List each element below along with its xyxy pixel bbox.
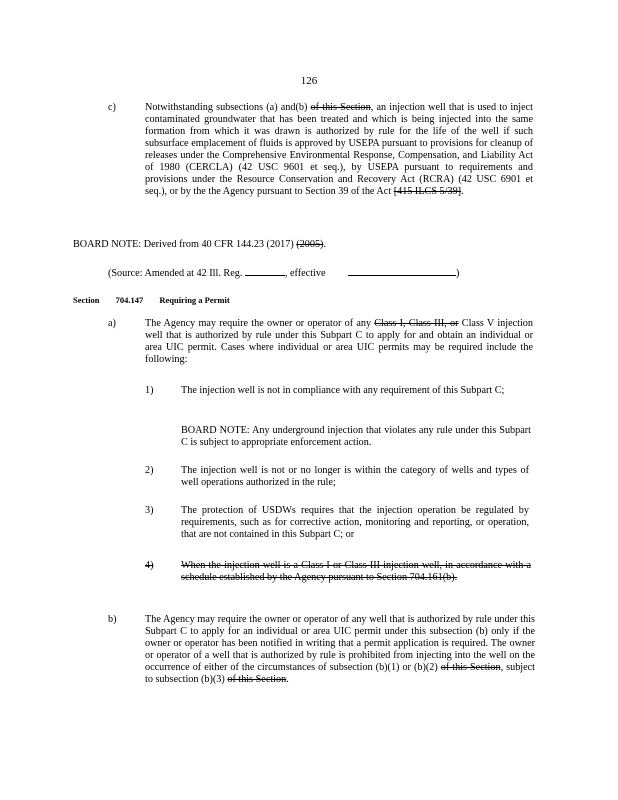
item-a-text-1: The Agency may require the owner or operator of any [145, 318, 375, 329]
source-blank-2 [348, 266, 456, 276]
sub-item-1-label: 1) [145, 385, 154, 396]
source-blank-1 [245, 266, 285, 276]
item-c-text-2: , an injection well that is used to inject contaminated groundwater that has been treated and which is being injected into the same formation from which it was drawn is authorized by rule for the life of the well if such subsurface emplacement of fluids is approved by USEPA pursuant to provisions for cleanup of releases under the Comprehensive Environmental Response, Compensation, and Liability Act of 1980 (CERCLA) (42 USC 9601 et seq.), by USEPA pursuant to requirements and provisions under the Resource Conservation and Recovery Act (RCRA) (42 USC 6901 et seq.), or by the the Agency pursuant to Section 39 of the Act [145, 102, 533, 197]
sub-item-3-text: The protection of USDWs requires that the injection operation be regulated by requirements, such as for corrective action, monitoring and reporting, or operation, that are not contained in this Subpart C; or [181, 505, 529, 540]
board-note [73, 239, 553, 251]
item-b-deleted-2: of this Section [227, 674, 287, 685]
sub-item-4-label: 4) [145, 560, 154, 571]
sub-item-3-label: 3) [145, 505, 154, 516]
section-heading [73, 294, 244, 306]
item-b-text-3: . [286, 674, 289, 685]
item-b-label: b) [108, 614, 117, 625]
source-prefix: (Source: Amended at 42 Ill. Reg. [108, 268, 243, 279]
page-number: 126 [300, 75, 318, 87]
item-b-text-2: , subject to subsection (b)(3) [145, 662, 536, 685]
item-b-deleted-1: of this Section [440, 662, 501, 673]
item-a-label: a) [108, 318, 116, 329]
item-a-deleted-1: Class I, Class III, or [374, 318, 459, 329]
item-a-text-2: Class V injection well that is authorized by rule under this Subpart C to apply for and obtain an individual or area UIC permit. Cases where individual or area UIC permits may be required include the following: [145, 318, 533, 365]
item-c-paragraph [145, 102, 533, 198]
section-title: Requiring a Permit [159, 295, 230, 305]
source-suffix: ) [456, 268, 460, 279]
item-b-text-1: The Agency may require the owner or operator of any well that is authorized by rule under this Subpart C to apply for an individual or area UIC permit under this subsection (b) only if the owner or operator has been notified in writing that a permit application is required. The owner or operator of a well that is authorized by rule is prohibited from injecting into the well on the occurrence of either of the circumstances of subsection (b)(1) or (b)(2) [145, 614, 535, 673]
source-line [108, 266, 528, 280]
section-number: 704.147 [115, 295, 144, 305]
item-a-paragraph [145, 318, 533, 366]
sub-item-2-text: The injection well is not or no longer is within the category of wells and types of well operations authorized in the rule; [181, 465, 529, 488]
item-c-label: c) [108, 102, 116, 113]
item-c-deleted-1: of this Section [310, 102, 371, 113]
sub-item-1-board-note: BOARD NOTE: Any underground injection that violates any rule under this Subpart C is subject to appropriate enforcement action. [181, 425, 531, 448]
item-c-text-1: Notwithstanding subsections (a) and(b) [145, 102, 311, 113]
sub-item-4-text: When the injection well is a Class I or Class III injection well, in accordance with a schedule established by the Agency pursuant to Section 704.161(b). [181, 560, 531, 583]
section-label: Section [73, 295, 100, 305]
sub-item-2-label: 2) [145, 465, 154, 476]
item-b-paragraph [145, 614, 535, 686]
source-middle: , effective [284, 268, 326, 279]
board-note-end: . [323, 239, 326, 250]
sub-item-1-text: The injection well is not in compliance with any requirement of this Subpart C; [181, 385, 505, 396]
item-c-text-3: . [461, 186, 464, 197]
board-note-text: BOARD NOTE: Derived from 40 CFR 144.23 (2017) [73, 239, 294, 250]
board-note-deleted: (2005) [296, 239, 324, 250]
item-c-deleted-2: [415 ILCS 5/39] [393, 186, 462, 197]
